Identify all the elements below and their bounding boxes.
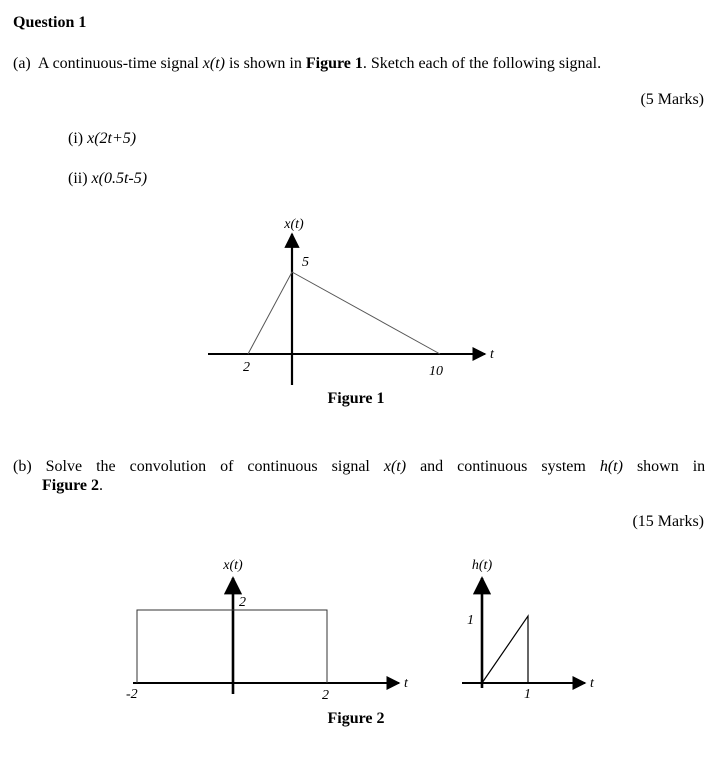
- word-shown: shown: [636, 458, 679, 475]
- word-system: system: [541, 458, 586, 475]
- part-a-marks: (5 Marks): [640, 91, 704, 108]
- fig2h-x-label: t: [590, 676, 594, 691]
- part-a-text-before: A continuous-time signal: [37, 55, 203, 72]
- part-a-signal: x(t): [202, 55, 225, 72]
- item-1-expr: x(2t+5): [87, 130, 137, 147]
- word-convolution: convolution: [129, 458, 207, 475]
- part-b-figure-ref: Figure 2: [42, 477, 100, 494]
- fig2h-right-label: 1: [524, 687, 531, 702]
- fig1-y-label: x(t): [284, 217, 304, 232]
- fig1-signal-triangle: [248, 272, 440, 354]
- fig2x-x-label: t: [404, 676, 408, 691]
- fig1-caption: Figure 1: [327, 390, 385, 407]
- fig1-peak-label: 5: [302, 255, 309, 270]
- fig2h-ramp: [482, 616, 528, 683]
- figure-2-h: [462, 558, 595, 702]
- word-solve: Solve: [45, 458, 83, 475]
- part-b-period: .: [99, 477, 104, 494]
- fig1-left-label: 2: [243, 360, 250, 375]
- word-x-t: x(t): [383, 458, 407, 475]
- word-h-t: h(t): [599, 458, 623, 475]
- question-title: Question 1: [13, 14, 87, 31]
- fig2x-left-label: -2: [126, 687, 138, 702]
- fig2x-right-label: 2: [322, 688, 329, 703]
- fig2x-height-label: 2: [239, 595, 246, 610]
- figure-1: [208, 217, 495, 407]
- word-of: of: [220, 458, 234, 475]
- fig2h-y-label: h(t): [471, 558, 493, 573]
- part-b-label: (b): [13, 458, 32, 475]
- word-signal: signal: [331, 458, 370, 475]
- fig1-right-label: 10: [429, 364, 443, 379]
- item-2-label: (ii): [68, 170, 88, 187]
- item-2-expr: x(0.5t-5): [91, 170, 148, 187]
- fig2h-height-label: 1: [467, 613, 474, 628]
- part-a-text-mid: is shown in: [224, 55, 306, 72]
- word-the: the: [96, 458, 116, 475]
- fig2x-y-label: x(t): [223, 558, 243, 573]
- word-and: and: [420, 458, 444, 475]
- word-in: in: [692, 458, 706, 475]
- part-b-marks: (15 Marks): [632, 513, 704, 530]
- item-1-label: (i): [68, 130, 84, 147]
- part-a-text-after: . Sketch each of the following signal.: [362, 55, 602, 72]
- figure-2-x: [126, 558, 409, 703]
- part-a-label: (a): [13, 55, 31, 72]
- fig2-caption: Figure 2: [327, 710, 385, 727]
- word-continuous-2: continuous: [457, 458, 528, 475]
- word-continuous-1: continuous: [247, 458, 318, 475]
- part-a-figure-ref: Figure 1: [305, 55, 363, 72]
- fig1-x-label: t: [490, 347, 494, 362]
